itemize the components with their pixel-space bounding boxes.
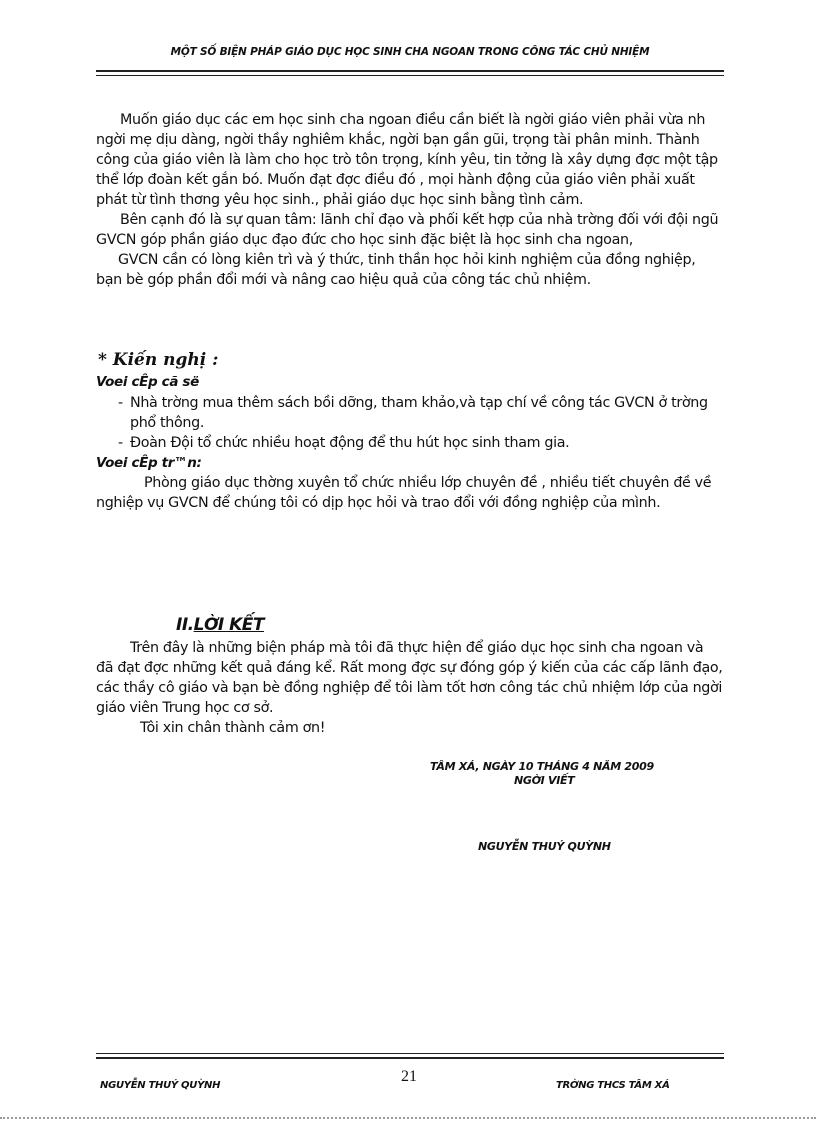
footer-rule: [96, 1053, 724, 1059]
co-so-heading: Voei cÊp cã së: [96, 374, 199, 390]
paragraph-2: Bên cạnh đó là sự quan tâm: lãnh chỉ đạo và phối kết hợp của nhà trờng đối với đội ngũ GVCN góp phần giáo dục đạo đức cho học sinh đặc biệt là học sinh cha ngoan,: [96, 212, 719, 248]
paragraph-3-text: GVCN cần có lòng kiên trì và ý thức, tinh thần học hỏi kinh nghiệm của đồng nghiệp, bạn bè góp phần đổi mới và nâng cao hiệu quả của công tác chủ nhiệm.: [96, 252, 696, 288]
section-title: [176, 615, 264, 635]
paragraph-1: Muốn giáo dục các em học sinh cha ngoan điều cần biết là ngời giáo viên phải vừa nh ngời mẹ dịu dàng, ngời thầy nghiêm khắc, ngời bạn gần gũi, trọng tài phân minh. Thành công của giáo viên là làm cho học trò tôn trọng, kính yêu, tin tởng là xây dựng đợc một tập thể lớp đoàn kết gắn bó. Muốn đạt đợc điều đó , mọi hành động của giáo viên phải xuất phát từ tình thơng yêu học sinh., phải giáo dục học sinh bằng tình cảm.: [96, 112, 718, 208]
footer-school: TRỜNG THCS TÂM XÁ: [556, 1080, 670, 1091]
paragraph-3: [96, 250, 724, 290]
section-number: II.: [176, 615, 194, 635]
bullet-dash: -: [118, 435, 123, 451]
thanks-line: Tôi xin chân thành cảm ơn!: [140, 720, 326, 736]
bullet-dash: -: [118, 395, 123, 411]
main-content-block-1: [96, 110, 724, 290]
page-edge-divider: [0, 1117, 816, 1119]
list-item-text: Nhà trờng mua thêm sách bồi dỡng, tham khảo,và tạp chí về công tác GVCN ở trờng phổ thông.: [130, 395, 708, 431]
signature-date: TÂM XÁ, NGÀY 10 THÁNG 4 NĂM 2009: [430, 760, 654, 773]
signature-role: NGỜI VIẾT: [514, 774, 575, 787]
kien-nghi-heading: * Kiến nghị :: [98, 350, 219, 370]
conclusion-paragraph: Trên đây là những biện pháp mà tôi đã thực hiện để giáo dục học sinh cha ngoan và đã đạt đợc những kết quả đáng kể. Rất mong đợc sự đóng góp ý kiến của các cấp lãnh đạo, các thầy cô giáo và bạn bè đồng nghiệp để tôi làm tốt hơn công tác chủ nhiệm lớp của ngời giáo viên Trung học cơ sở.: [96, 640, 723, 716]
list-item-text: Đoàn Đội tổ chức nhiều hoạt động để thu hút học sinh tham gia.: [130, 435, 570, 451]
conclusion-block: [96, 638, 724, 738]
recommendations-block: [96, 372, 724, 513]
signature-date-block: [430, 760, 710, 788]
section-title-text: LỜI KẾT: [193, 615, 265, 635]
co-so-list: [96, 393, 724, 453]
header-rule: [96, 70, 724, 76]
footer-author: NGUYỄN THUÝ QUỲNH: [100, 1080, 221, 1091]
signature-name: NGUYỄN THUÝ QUỲNH: [478, 840, 611, 853]
page-header: MỘT SỐ BIỆN PHÁP GIÁO DỤC HỌC SINH CHA NGOAN TRONG CÔNG TÁC CHỦ NHIỆM: [170, 46, 650, 58]
tren-heading: Voei cÊp tr™n:: [96, 455, 202, 471]
page-number: 21: [401, 1068, 417, 1085]
list-item: [96, 433, 724, 453]
tren-paragraph: Phòng giáo dục thờng xuyên tổ chức nhiều lớp chuyên đề , nhiều tiết chuyên đề về nghiệp vụ GVCN để chúng tôi có dịp học hỏi và trao đổi với đồng nghiệp của mình.: [96, 475, 712, 511]
list-item: [96, 393, 724, 433]
